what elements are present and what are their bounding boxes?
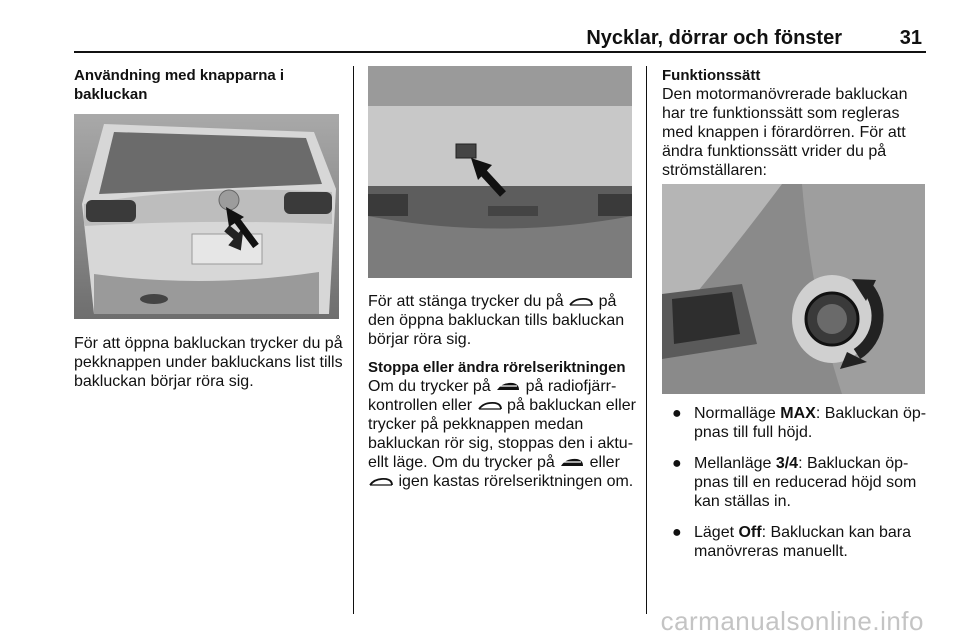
list-item xyxy=(666,523,932,561)
col1-heading: Användning med knapparna i bakluckan xyxy=(74,67,285,103)
remote-tailgate-icon xyxy=(495,381,521,393)
remote-tailgate-icon xyxy=(559,457,585,469)
mode-value: MAX xyxy=(780,405,816,422)
col2-stop-text xyxy=(368,377,638,491)
watermark: carmanualsonline.info xyxy=(660,606,924,636)
col3-text xyxy=(662,66,926,180)
mode-value: Off xyxy=(738,524,762,541)
col2-heading: Stoppa eller ändra rörelseriktningen xyxy=(368,359,626,376)
mode-prefix: Läget xyxy=(694,524,739,541)
car-rear-photo xyxy=(74,114,339,319)
trunk-button-photo xyxy=(368,66,632,278)
col1-heading-block xyxy=(74,66,344,104)
stop-text-seg2: på radiofjärr-kontrollen eller xyxy=(368,378,617,414)
list-item xyxy=(666,454,932,511)
stop-text-seg1: Om du trycker på xyxy=(368,378,491,395)
car-rear-illustration xyxy=(74,114,339,319)
col2-text xyxy=(368,292,638,491)
page-title: Nycklar, dörrar och fönster xyxy=(586,27,842,49)
header-rule xyxy=(74,51,926,53)
bullet-dot: ● xyxy=(672,524,682,541)
col3-body: Den motormanövrerade bakluckan har tre funktionssätt som regleras med knappen i förardörren. För att ändra funktionssätt vrider du på strömställaren: xyxy=(662,86,908,179)
bullet-dot: ● xyxy=(672,455,682,472)
mode-list xyxy=(666,404,932,573)
door-switch-photo xyxy=(662,184,925,394)
list-item xyxy=(666,404,932,442)
close-text-start: För att stänga trycker du på xyxy=(368,293,564,310)
tailgate-icon xyxy=(477,400,503,412)
mode-value: 3/4 xyxy=(775,455,799,472)
tailgate-icon xyxy=(568,296,594,308)
mode-desc: : Bakluckan öp-pnas till full höjd. xyxy=(694,405,927,441)
trunk-button-illustration xyxy=(368,66,632,278)
col2-close-text xyxy=(368,292,638,349)
mode-desc: : Bakluckan kan bara manövreras manuellt. xyxy=(694,524,912,560)
door-switch-illustration xyxy=(662,184,925,394)
close-text-end: på den öppna bakluckan tills bakluckan börjar röra sig. xyxy=(368,293,625,348)
stop-text-seg5: igen kastas rörelseriktningen om. xyxy=(398,473,634,490)
mode-prefix: Normalläge xyxy=(694,405,781,422)
mode-prefix: Mellanläge xyxy=(694,455,776,472)
stop-text-seg3: på bakluckan eller trycker på pekknappen medan bakluckan rör sig, stoppas den i aktu-ellt läge. Om du trycker på xyxy=(368,397,636,471)
column-divider-1 xyxy=(353,66,354,614)
stop-text-seg4: eller xyxy=(589,454,620,471)
col1-body-block xyxy=(74,334,344,391)
bullet-dot: ● xyxy=(672,405,682,422)
page-number: 31 xyxy=(899,27,922,49)
col3-heading: Funktionssätt xyxy=(662,67,761,84)
tailgate-icon xyxy=(368,476,394,488)
col1-body: För att öppna bakluckan trycker du på pekknappen under bakluckans list tills bakluckan börjar röra sig. xyxy=(74,335,343,390)
column-divider-2 xyxy=(646,66,647,614)
mode-desc: : Bakluckan öp-pnas till en reducerad höjd som kan ställas in. xyxy=(694,455,917,510)
